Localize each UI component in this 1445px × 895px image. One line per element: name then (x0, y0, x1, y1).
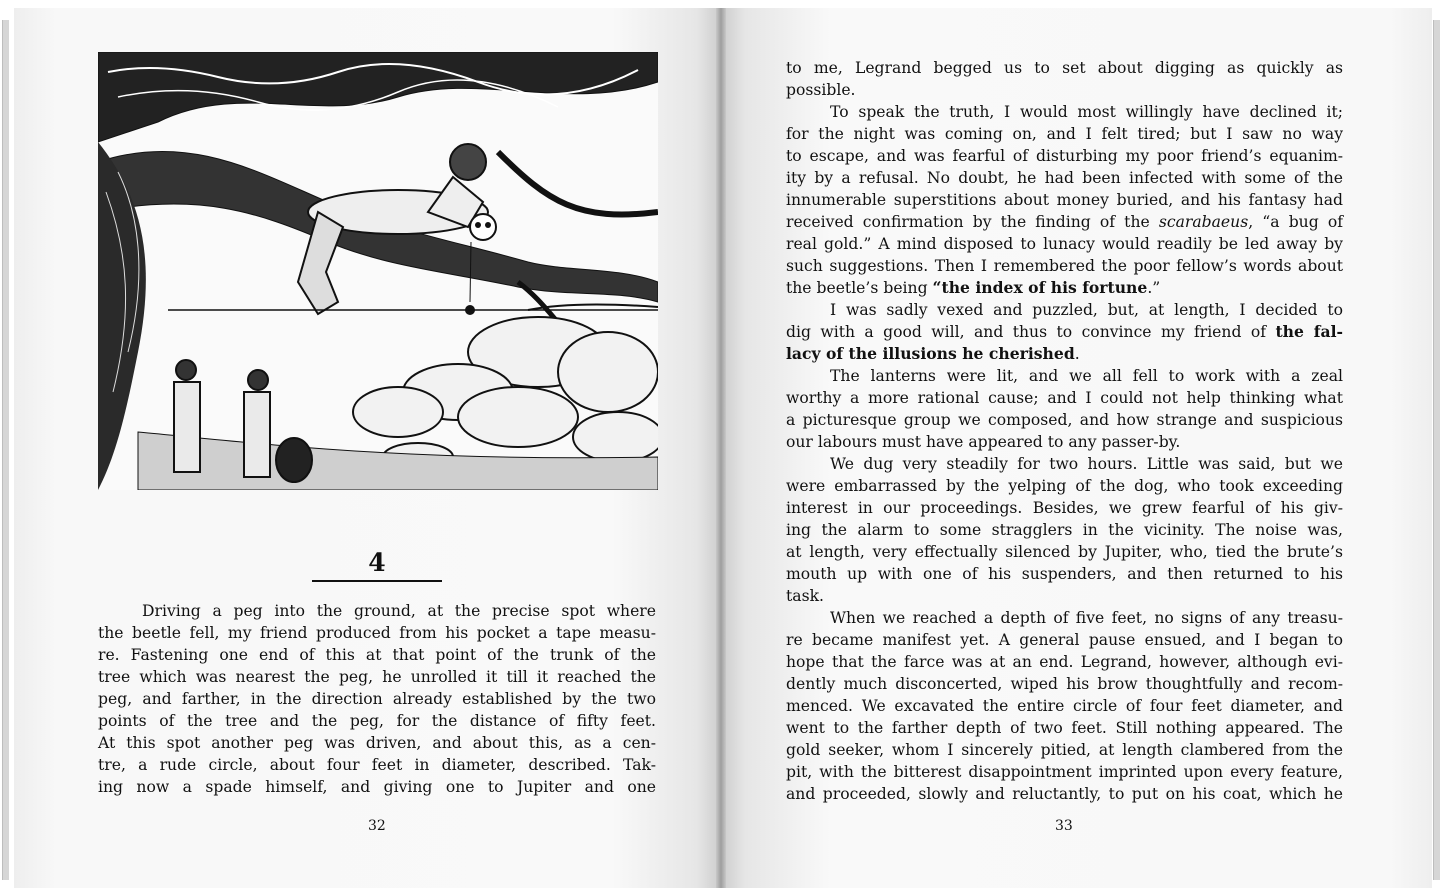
text-line: To speak the truth, I would most willingly have declined it; (830, 103, 1343, 121)
text-line: I was sadly vexed and puzzled, but, at length, I decided to (830, 301, 1343, 319)
text-line: points of the tree and the peg, for the distance of fifty feet. (98, 712, 656, 730)
left-page-text (98, 600, 656, 798)
skull-icon (470, 214, 496, 240)
text-line: When we reached a depth of five feet, no signs of any treasu- (830, 609, 1343, 627)
text-line: worthy a more rational cause; and I could not help thinking what (786, 389, 1343, 407)
text-line: innumerable superstitions about money buried, and his fantasy had (786, 191, 1343, 209)
text-line: to me, Legrand begged us to set about digging as quickly as (786, 59, 1343, 77)
right-page-text (786, 57, 1343, 805)
chapter-rule (312, 580, 442, 582)
text-line: tre, a rude circle, about four feet in diameter, described. Tak- (98, 756, 656, 774)
text-line: a picturesque group we composed, and how strange and suspicious (786, 411, 1343, 429)
text-line: and proceeded, slowly and reluctantly, to put on his coat, which he (786, 785, 1343, 803)
text-line: ing now a spade himself, and giving one to Jupiter and one (98, 778, 656, 796)
illustration (98, 52, 658, 490)
text-line: for the night was coming on, and I felt tired; but I saw no way (786, 125, 1343, 143)
text-line: mouth up with one of his suspenders, and then returned to his (786, 565, 1343, 583)
book-gutter (716, 8, 726, 888)
text-line: re became manifest yet. A general pause ensued, and I began to (786, 631, 1343, 649)
text-line: received confirmation by the finding of the scarabaeus, “a bug of (786, 213, 1344, 231)
text-line: the beetle fell, my friend produced from his pocket a tape measu- (98, 624, 656, 642)
page-edge-left (2, 20, 9, 880)
text-line: The lanterns were lit, and we all fell to work with a zeal (830, 367, 1343, 385)
text-line: at length, very effectually silenced by Jupiter, who, tied the brute’s (786, 543, 1343, 561)
page-number-left: 32 (368, 818, 386, 834)
text-line: menced. We excavated the entire circle of four feet diameter, and (786, 697, 1343, 715)
text-line: gold seeker, whom I sincerely pitied, at length clambered from the (786, 741, 1343, 759)
text-line: went to the farther depth of two feet. Still nothing appeared. The (786, 719, 1343, 737)
page-number-right: 33 (1055, 818, 1073, 834)
dog-icon (276, 438, 312, 482)
text-line: interest in our proceedings. Besides, we grew fearful of his giv- (786, 499, 1343, 517)
text-line: lacy of the illusions he cherished. (786, 344, 1080, 363)
text-line: the beetle’s being “the index of his fortune.” (786, 278, 1161, 297)
text-line: We dug very steadily for two hours. Little was said, but we (830, 455, 1343, 473)
text-line: peg, and farther, in the direction already established by the two (98, 690, 656, 708)
chapter-number: 4 (368, 548, 386, 577)
text-line: real gold.” A mind disposed to lunacy would readily be led away by (786, 235, 1343, 253)
text-line: At this spot another peg was driven, and about this, as a cen- (98, 734, 656, 752)
text-line: such suggestions. Then I remembered the poor fellow’s words about (786, 257, 1343, 275)
text-line: hope that the farce was at an end. Legrand, however, although evi- (786, 653, 1343, 671)
text-line: possible. (786, 81, 856, 99)
page-edge-right (1433, 20, 1440, 880)
text-line: re. Fastening one end of this at that point of the trunk of the (98, 646, 656, 664)
text-line: pit, with the bitterest disappointment imprinted upon every feature, (786, 763, 1343, 781)
text-line: were embarrassed by the yelping of the dog, who took exceeding (786, 477, 1343, 495)
text-line: ity by a refusal. No doubt, he had been infected with some of the (786, 169, 1343, 187)
text-line: dig with a good will, and thus to convince my friend of the fal- (786, 322, 1343, 341)
text-line: to escape, and was fearful of disturbing my poor friend’s equanim- (786, 147, 1343, 165)
text-line: Driving a peg into the ground, at the precise spot where (142, 602, 656, 620)
text-line: tree which was nearest the peg, he unrolled it till it reached the (98, 668, 656, 686)
text-line: task. (786, 587, 824, 605)
text-line: our labours must have appeared to any passer-by. (786, 433, 1181, 451)
text-line: ing the alarm to some stragglers in the vicinity. The noise was, (786, 521, 1343, 539)
text-line: dently much disconcerted, wiped his brow thoughtfully and recom- (786, 675, 1343, 693)
